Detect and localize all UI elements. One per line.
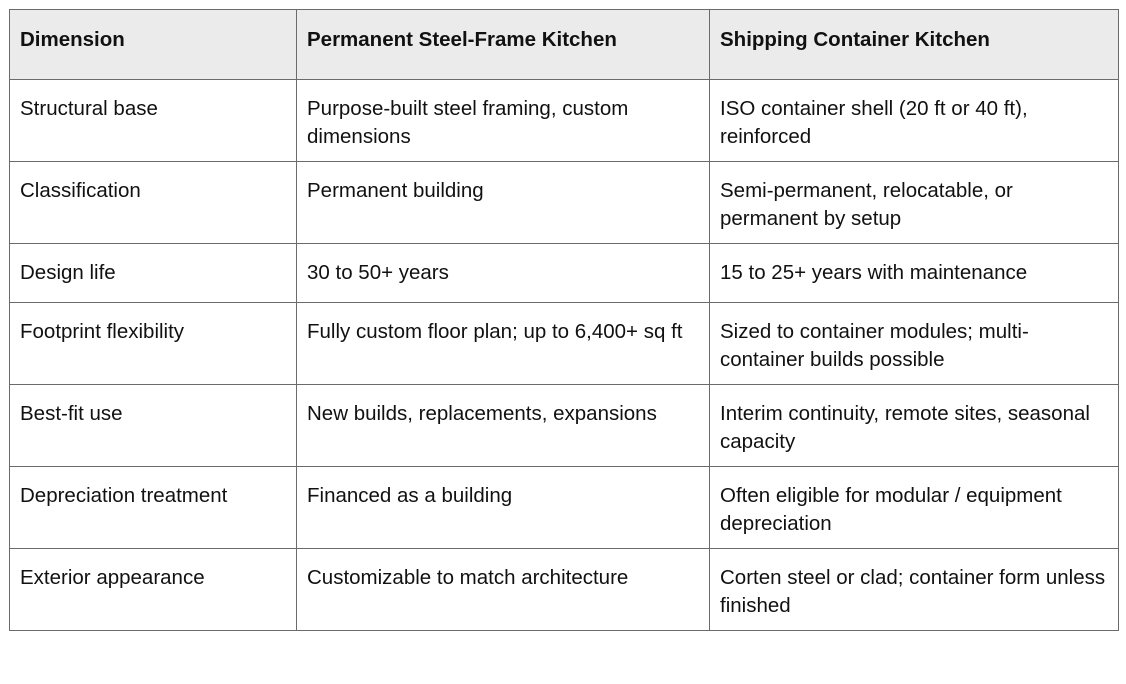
container-cell: Often eligible for modular / equipment depreciation: [710, 467, 1119, 549]
header-dimension: Dimension: [10, 10, 297, 80]
row-label: Design life: [10, 244, 297, 303]
header-permanent-steel-frame: Permanent Steel-Frame Kitchen: [297, 10, 710, 80]
table-row: [10, 549, 1119, 631]
steel-frame-cell: 30 to 50+ years: [297, 244, 710, 303]
row-label: Best-fit use: [10, 385, 297, 467]
steel-frame-cell: New builds, replacements, expansions: [297, 385, 710, 467]
steel-frame-cell: Customizable to match architecture: [297, 549, 710, 631]
steel-frame-cell: Financed as a building: [297, 467, 710, 549]
table-row: [10, 303, 1119, 385]
container-cell: 15 to 25+ years with maintenance: [710, 244, 1119, 303]
table-row: [10, 80, 1119, 162]
steel-frame-cell: Fully custom floor plan; up to 6,400+ sq ft: [297, 303, 710, 385]
container-cell: Sized to container modules; multi-container builds possible: [710, 303, 1119, 385]
table-row: [10, 467, 1119, 549]
container-cell: ISO container shell (20 ft or 40 ft), reinforced: [710, 80, 1119, 162]
row-label: Classification: [10, 162, 297, 244]
table-row: [10, 244, 1119, 303]
row-label: Structural base: [10, 80, 297, 162]
container-cell: Corten steel or clad; container form unless finished: [710, 549, 1119, 631]
row-label: Depreciation treatment: [10, 467, 297, 549]
container-cell: Semi-permanent, relocatable, or permanent by setup: [710, 162, 1119, 244]
row-label: Exterior appearance: [10, 549, 297, 631]
table-row: [10, 385, 1119, 467]
comparison-table-container: [9, 9, 1119, 631]
row-label: Footprint flexibility: [10, 303, 297, 385]
comparison-table: [9, 9, 1119, 631]
container-cell: Interim continuity, remote sites, seasonal capacity: [710, 385, 1119, 467]
header-shipping-container: Shipping Container Kitchen: [710, 10, 1119, 80]
steel-frame-cell: Purpose-built steel framing, custom dimensions: [297, 80, 710, 162]
table-row: [10, 162, 1119, 244]
steel-frame-cell: Permanent building: [297, 162, 710, 244]
table-header-row: [10, 10, 1119, 80]
